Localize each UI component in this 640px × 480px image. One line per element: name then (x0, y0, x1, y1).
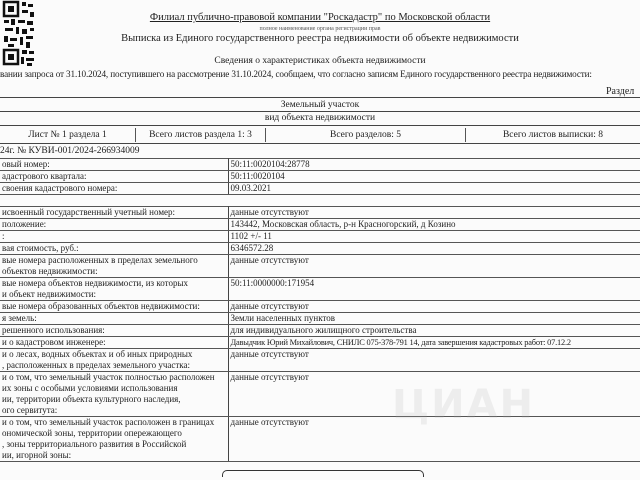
divider (0, 111, 640, 112)
watermark-logo: ЦИАН (392, 382, 536, 428)
organization-name (0, 12, 640, 23)
divider (0, 125, 640, 126)
table-row (0, 313, 640, 325)
table-row (0, 207, 640, 219)
field-label (0, 313, 228, 325)
organization-text: Филиал публично-правовой компании "Роскадастр" по Московской области (149, 12, 491, 23)
field-label-line: ии, территории объекта культурного наследия, (2, 394, 181, 404)
total-sheets-extract: Всего листов выписки: 8 (465, 128, 640, 142)
field-label-line: и о лесах, водных объектах и об иных природных (2, 349, 193, 359)
field-label-line: объектов недвижимости: (2, 266, 98, 276)
table-row (0, 231, 640, 243)
field-value: 50:11:0020104 (228, 171, 640, 183)
sheet-info-row (0, 128, 640, 142)
field-value: 50:11:0000000:171954 (228, 278, 640, 301)
field-label-line: и объект недвижимости: (2, 289, 97, 299)
field-value: для индивидуального жилищного строительства (228, 325, 640, 337)
field-label-line: вые номера расположенных в пределах земельного (2, 255, 198, 265)
table-row (0, 278, 640, 301)
total-sections: Всего разделов: 5 (265, 128, 465, 142)
field-label: овый номер: (0, 159, 228, 171)
page-edge (222, 470, 424, 477)
sheet-number: Лист № 1 раздела 1 (28, 130, 107, 140)
field-label-line: ии, игорной зоны: (2, 450, 72, 460)
characteristics-table (0, 206, 640, 462)
object-type-caption: вид объекта недвижимости (264, 113, 376, 123)
field-label (0, 417, 228, 462)
field-label: своения кадастрового номера: (0, 183, 228, 195)
field-value: данные отсутствуют (228, 301, 640, 313)
field-value: Земли населенных пунктов (228, 313, 640, 325)
table-row (0, 301, 640, 313)
total-sheets-section: Всего листов раздела 1: 3 (135, 128, 265, 142)
field-label: адастрового квартала: (0, 171, 228, 183)
request-text: вании запроса от 31.10.2024, поступившего на рассмотрение 31.10.2024, сообщаем, что согласно записям Единого государственного реестра недвижимости: (0, 69, 592, 79)
table-row (0, 183, 640, 195)
field-label (0, 372, 228, 417)
field-label (0, 349, 228, 372)
table-row (0, 325, 640, 337)
field-label (0, 325, 228, 337)
field-value: данные отсутствуют (228, 372, 640, 417)
table-row (0, 372, 640, 417)
field-label-line: и о кадастровом инженере: (2, 337, 106, 347)
field-label-line: положение: (2, 219, 47, 229)
table-row (0, 337, 640, 349)
extract-title: Выписка из Единого государственного реестра недвижимости об объекте недвижимости (121, 33, 519, 44)
section-title: Сведения о характеристиках объекта недвижимости (214, 56, 426, 66)
field-value: Давыдчик Юрий Михайлович, СНИЛС 075-378-791 14, дата завершения кадастровых работ: 07.12.2 (228, 337, 640, 349)
field-value: 50:11:0020104:28778 (228, 159, 640, 171)
field-label-line: и о том, что земельный участок расположен в границах (2, 417, 215, 427)
field-value: 6346572.28 (228, 243, 640, 255)
field-value: 09.03.2021 (228, 183, 640, 195)
field-value: 143442, Московская область, р-н Красногорский, д Козино (228, 219, 640, 231)
divider (0, 97, 640, 98)
field-value: данные отсутствуют (228, 255, 640, 278)
field-label-line: решенного использования: (2, 325, 105, 335)
field-label-line: вые номера образованных объектов недвижимости: (2, 301, 200, 311)
field-label-line: вая стоимость, руб.: (2, 243, 79, 253)
field-label-line: исвоенный государственный учетный номер: (2, 207, 176, 217)
field-label-line: : (2, 231, 5, 241)
request-number: 24г. № КУВИ-001/2024-266934009 (0, 146, 140, 156)
field-value: данные отсутствуют (228, 207, 640, 219)
field-label-line: и о том, что земельный участок полностью расположен (2, 372, 215, 382)
field-label (0, 219, 228, 231)
field-value: 1102 +/- 11 (228, 231, 640, 243)
field-label-line: ого сервитута: (2, 405, 58, 415)
organization-caption: полное наименование органа регистрации прав (259, 26, 381, 32)
field-value: данные отсутствуют (228, 349, 640, 372)
field-label-line: ономической зоны, территории опережающего (2, 428, 182, 438)
identifiers-table (0, 158, 640, 195)
table-row (0, 417, 640, 462)
table-row (0, 243, 640, 255)
divider (0, 143, 640, 144)
field-label-line: я земель: (2, 313, 37, 323)
field-label (0, 255, 228, 278)
field-label-line: их зоны с особыми условиями использования (2, 383, 178, 393)
table-row (0, 159, 640, 171)
field-label (0, 243, 228, 255)
section-label: Раздел (606, 86, 635, 97)
field-label (0, 301, 228, 313)
field-label (0, 231, 228, 243)
field-label-line: , зоны территориального развития в Российской (2, 439, 187, 449)
field-label (0, 278, 228, 301)
field-value: данные отсутствуют (228, 417, 640, 462)
object-type: Земельный участок (280, 100, 360, 110)
field-label-line: , расположенных в пределах земельного участка: (2, 360, 191, 370)
field-label (0, 337, 228, 349)
table-row (0, 219, 640, 231)
table-row (0, 171, 640, 183)
field-label-line: вые номера объектов недвижимости, из которых (2, 278, 189, 288)
table-row (0, 255, 640, 278)
table-row (0, 349, 640, 372)
field-label (0, 207, 228, 219)
